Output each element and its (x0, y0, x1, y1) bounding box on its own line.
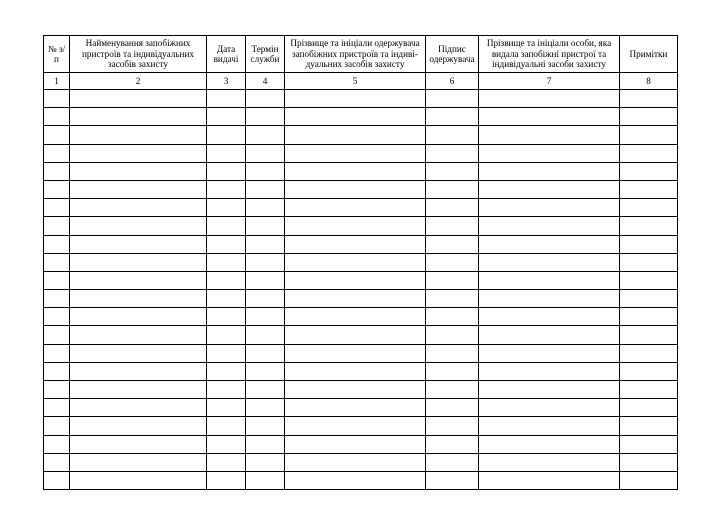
cell-date (207, 253, 246, 271)
table-row (44, 90, 678, 108)
header-date: Дата видачі (207, 36, 246, 73)
cell-signature (426, 217, 479, 235)
column-number: 7 (479, 73, 620, 90)
table-row (44, 235, 678, 253)
cell-num (44, 126, 70, 144)
cell-name (70, 435, 207, 453)
cell-date (207, 144, 246, 162)
cell-signature (426, 399, 479, 417)
cell-num (44, 417, 70, 435)
cell-name (70, 399, 207, 417)
cell-name (70, 381, 207, 399)
cell-num (44, 290, 70, 308)
cell-date (207, 180, 246, 198)
cell-signature (426, 144, 479, 162)
cell-issuer (479, 344, 620, 362)
cell-date (207, 362, 246, 380)
cell-signature (426, 381, 479, 399)
cell-notes (620, 435, 678, 453)
cell-issuer (479, 271, 620, 289)
cell-notes (620, 326, 678, 344)
cell-signature (426, 253, 479, 271)
cell-name (70, 199, 207, 217)
cell-name (70, 235, 207, 253)
cell-signature (426, 417, 479, 435)
cell-recipient (285, 362, 426, 380)
cell-recipient (285, 381, 426, 399)
cell-notes (620, 180, 678, 198)
cell-recipient (285, 453, 426, 471)
cell-issuer (479, 362, 620, 380)
cell-notes (620, 290, 678, 308)
table-row (44, 162, 678, 180)
cell-signature (426, 435, 479, 453)
cell-notes (620, 217, 678, 235)
cell-num (44, 162, 70, 180)
cell-signature (426, 90, 479, 108)
table-row (44, 290, 678, 308)
cell-term (246, 399, 285, 417)
cell-name (70, 362, 207, 380)
cell-num (44, 235, 70, 253)
cell-term (246, 308, 285, 326)
cell-signature (426, 271, 479, 289)
cell-signature (426, 344, 479, 362)
cell-recipient (285, 108, 426, 126)
cell-issuer (479, 399, 620, 417)
cell-notes (620, 344, 678, 362)
cell-notes (620, 381, 678, 399)
cell-signature (426, 126, 479, 144)
cell-recipient (285, 399, 426, 417)
cell-signature (426, 471, 479, 489)
cell-issuer (479, 417, 620, 435)
cell-num (44, 217, 70, 235)
header-num: № з/п (44, 36, 70, 73)
cell-recipient (285, 199, 426, 217)
cell-notes (620, 308, 678, 326)
table-row (44, 199, 678, 217)
cell-num (44, 344, 70, 362)
cell-notes (620, 471, 678, 489)
cell-term (246, 435, 285, 453)
cell-num (44, 308, 70, 326)
cell-recipient (285, 271, 426, 289)
cell-issuer (479, 471, 620, 489)
column-number: 4 (246, 73, 285, 90)
cell-date (207, 235, 246, 253)
header-notes: Примітки (620, 36, 678, 73)
cell-signature (426, 362, 479, 380)
table-row (44, 453, 678, 471)
cell-date (207, 290, 246, 308)
cell-recipient (285, 144, 426, 162)
cell-term (246, 326, 285, 344)
cell-issuer (479, 217, 620, 235)
cell-issuer (479, 326, 620, 344)
cell-num (44, 381, 70, 399)
cell-date (207, 217, 246, 235)
cell-notes (620, 126, 678, 144)
cell-num (44, 362, 70, 380)
cell-term (246, 290, 285, 308)
cell-term (246, 271, 285, 289)
header-signature: Підпис одержувача (426, 36, 479, 73)
cell-num (44, 326, 70, 344)
column-number: 3 (207, 73, 246, 90)
cell-date (207, 471, 246, 489)
column-number-row (44, 73, 678, 90)
cell-term (246, 362, 285, 380)
cell-date (207, 90, 246, 108)
cell-num (44, 144, 70, 162)
cell-notes (620, 417, 678, 435)
cell-notes (620, 453, 678, 471)
cell-recipient (285, 471, 426, 489)
cell-notes (620, 108, 678, 126)
cell-term (246, 253, 285, 271)
column-number: 2 (70, 73, 207, 90)
cell-term (246, 180, 285, 198)
cell-issuer (479, 144, 620, 162)
cell-term (246, 344, 285, 362)
cell-recipient (285, 235, 426, 253)
cell-term (246, 162, 285, 180)
ppe-issue-journal-table (43, 35, 678, 490)
table-row (44, 144, 678, 162)
cell-name (70, 326, 207, 344)
cell-term (246, 381, 285, 399)
cell-name (70, 344, 207, 362)
cell-date (207, 162, 246, 180)
table-row (44, 471, 678, 489)
cell-date (207, 435, 246, 453)
cell-notes (620, 144, 678, 162)
header-name: Найменування запобіжних пристроїв та індивідуальних засобів захисту (70, 36, 207, 73)
cell-signature (426, 235, 479, 253)
cell-name (70, 126, 207, 144)
cell-num (44, 253, 70, 271)
cell-signature (426, 199, 479, 217)
cell-date (207, 344, 246, 362)
cell-recipient (285, 417, 426, 435)
cell-recipient (285, 162, 426, 180)
cell-date (207, 381, 246, 399)
cell-date (207, 271, 246, 289)
cell-recipient (285, 435, 426, 453)
cell-notes (620, 399, 678, 417)
cell-name (70, 217, 207, 235)
cell-date (207, 199, 246, 217)
cell-issuer (479, 308, 620, 326)
cell-term (246, 453, 285, 471)
cell-recipient (285, 326, 426, 344)
cell-notes (620, 235, 678, 253)
cell-issuer (479, 435, 620, 453)
cell-date (207, 108, 246, 126)
cell-num (44, 199, 70, 217)
cell-date (207, 308, 246, 326)
cell-term (246, 90, 285, 108)
column-number: 6 (426, 73, 479, 90)
cell-recipient (285, 253, 426, 271)
cell-recipient (285, 90, 426, 108)
table-row (44, 108, 678, 126)
cell-issuer (479, 453, 620, 471)
table-row (44, 417, 678, 435)
cell-term (246, 417, 285, 435)
cell-signature (426, 162, 479, 180)
cell-issuer (479, 90, 620, 108)
table-row (44, 362, 678, 380)
cell-term (246, 199, 285, 217)
table-row (44, 126, 678, 144)
table-row (44, 344, 678, 362)
cell-notes (620, 253, 678, 271)
cell-term (246, 217, 285, 235)
table-row (44, 399, 678, 417)
cell-issuer (479, 253, 620, 271)
cell-num (44, 90, 70, 108)
cell-issuer (479, 180, 620, 198)
header-term: Термін служби (246, 36, 285, 73)
cell-issuer (479, 108, 620, 126)
cell-recipient (285, 344, 426, 362)
table-row (44, 253, 678, 271)
cell-recipient (285, 308, 426, 326)
cell-term (246, 235, 285, 253)
cell-signature (426, 180, 479, 198)
cell-issuer (479, 381, 620, 399)
cell-notes (620, 362, 678, 380)
cell-name (70, 253, 207, 271)
cell-notes (620, 90, 678, 108)
cell-signature (426, 326, 479, 344)
header-issuer: Прізвище та ініціали особи, яка видала запобіжні пристрої та індивідуальні засоби захисту (479, 36, 620, 73)
cell-name (70, 417, 207, 435)
cell-recipient (285, 126, 426, 144)
cell-recipient (285, 217, 426, 235)
cell-name (70, 90, 207, 108)
cell-notes (620, 199, 678, 217)
cell-date (207, 326, 246, 344)
header-recipient: Прізвище та ініціали одержувача запобіжних пристроїв та індивідуальних засобів захисту (285, 36, 426, 73)
cell-signature (426, 308, 479, 326)
cell-num (44, 399, 70, 417)
cell-recipient (285, 290, 426, 308)
cell-num (44, 471, 70, 489)
cell-name (70, 308, 207, 326)
cell-term (246, 471, 285, 489)
cell-signature (426, 290, 479, 308)
column-number: 1 (44, 73, 70, 90)
cell-date (207, 126, 246, 144)
cell-issuer (479, 162, 620, 180)
header-row (44, 36, 678, 73)
cell-recipient (285, 180, 426, 198)
cell-name (70, 162, 207, 180)
cell-issuer (479, 199, 620, 217)
table-row (44, 435, 678, 453)
column-number: 8 (620, 73, 678, 90)
cell-term (246, 108, 285, 126)
cell-name (70, 180, 207, 198)
table-row (44, 326, 678, 344)
table-body (44, 90, 678, 490)
cell-issuer (479, 126, 620, 144)
table-row (44, 180, 678, 198)
cell-notes (620, 271, 678, 289)
cell-name (70, 471, 207, 489)
cell-signature (426, 108, 479, 126)
table-row (44, 271, 678, 289)
cell-num (44, 271, 70, 289)
cell-issuer (479, 290, 620, 308)
cell-num (44, 180, 70, 198)
column-number: 5 (285, 73, 426, 90)
cell-name (70, 271, 207, 289)
table-row (44, 381, 678, 399)
cell-num (44, 453, 70, 471)
cell-name (70, 290, 207, 308)
cell-num (44, 435, 70, 453)
cell-name (70, 453, 207, 471)
cell-term (246, 144, 285, 162)
cell-term (246, 126, 285, 144)
cell-name (70, 144, 207, 162)
cell-num (44, 108, 70, 126)
cell-date (207, 453, 246, 471)
cell-signature (426, 453, 479, 471)
cell-name (70, 108, 207, 126)
table-row (44, 217, 678, 235)
cell-date (207, 399, 246, 417)
table-row (44, 308, 678, 326)
cell-date (207, 417, 246, 435)
cell-issuer (479, 235, 620, 253)
cell-notes (620, 162, 678, 180)
